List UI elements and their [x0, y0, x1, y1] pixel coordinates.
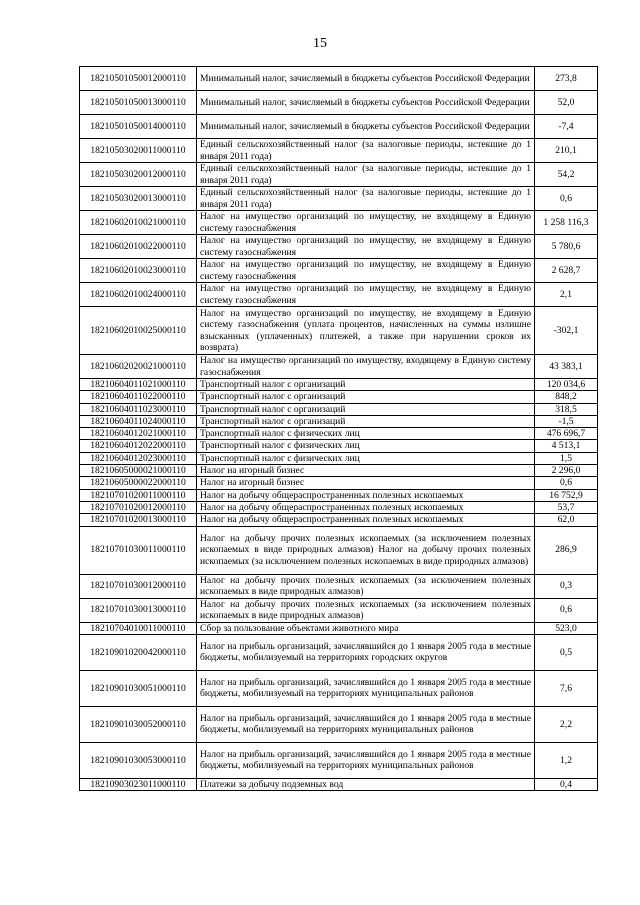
- table-row: [80, 489, 598, 501]
- description-cell: Налог на прибыль организаций, зачислявшийся до 1 января 2005 года в местные бюджеты, мобилизуемый на территориях муниципальных районов: [197, 706, 535, 742]
- table-row: [80, 67, 598, 91]
- description-cell: Минимальный налог, зачисляемый в бюджеты субъектов Российской Федерации: [197, 115, 535, 139]
- amount-cell: 0,3: [535, 574, 598, 598]
- description-cell: Минимальный налог, зачисляемый в бюджеты субъектов Российской Федерации: [197, 91, 535, 115]
- budget-code-cell: 18210503020011000110: [80, 139, 197, 163]
- budget-code-cell: 18210604012021000110: [80, 428, 197, 440]
- amount-cell: -1,5: [535, 415, 598, 427]
- budget-code-cell: 18210602010023000110: [80, 259, 197, 283]
- description-cell: Транспортный налог с физических лиц: [197, 428, 535, 440]
- description-cell: Сбор за пользование объектами животного мира: [197, 622, 535, 634]
- amount-cell: 210,1: [535, 139, 598, 163]
- budget-code-cell: 18210704010011000110: [80, 622, 197, 634]
- budget-code-cell: 18210701020013000110: [80, 514, 197, 526]
- table-row: [80, 115, 598, 139]
- amount-cell: 16 752,9: [535, 489, 598, 501]
- table-row: [80, 778, 598, 790]
- amount-cell: 318,5: [535, 403, 598, 415]
- amount-cell: -7,4: [535, 115, 598, 139]
- budget-code-cell: 18210602010024000110: [80, 283, 197, 307]
- budget-code-cell: 18210701030012000110: [80, 574, 197, 598]
- page-number: 15: [313, 36, 327, 51]
- amount-cell: 5 780,6: [535, 235, 598, 259]
- table-row: [80, 440, 598, 452]
- description-cell: Налог на прибыль организаций, зачислявшийся до 1 января 2005 года в местные бюджеты, мобилизуемый на территориях городских округов: [197, 634, 535, 670]
- budget-code-cell: 18210503020012000110: [80, 163, 197, 187]
- amount-cell: 0,6: [535, 187, 598, 211]
- description-cell: Транспортный налог с организаций: [197, 415, 535, 427]
- description-cell: Единый сельскохозяйственный налог (за налоговые периоды, истекшие до 1 января 2011 года): [197, 139, 535, 163]
- amount-cell: 7,6: [535, 670, 598, 706]
- amount-cell: 1 258 116,3: [535, 211, 598, 235]
- table-row: [80, 477, 598, 489]
- budget-code-cell: 18210602010025000110: [80, 307, 197, 355]
- budget-code-cell: 18210604011022000110: [80, 391, 197, 403]
- amount-cell: 2,2: [535, 706, 598, 742]
- table-row: [80, 211, 598, 235]
- table-row: [80, 163, 598, 187]
- table-row: [80, 526, 598, 574]
- budget-code-cell: 18210701030013000110: [80, 598, 197, 622]
- amount-cell: 0,5: [535, 634, 598, 670]
- budget-code-cell: 18210501050014000110: [80, 115, 197, 139]
- amount-cell: 52,0: [535, 91, 598, 115]
- description-cell: Налог на добычу общераспространенных полезных ископаемых: [197, 501, 535, 513]
- description-cell: Налог на имущество организаций по имуществу, не входящему в Единую систему газоснабжения: [197, 283, 535, 307]
- table-row: [80, 670, 598, 706]
- amount-cell: 1,5: [535, 452, 598, 464]
- amount-cell: 848,2: [535, 391, 598, 403]
- amount-cell: 0,4: [535, 778, 598, 790]
- description-cell: Налог на добычу общераспространенных полезных ископаемых: [197, 489, 535, 501]
- amount-cell: 523,0: [535, 622, 598, 634]
- description-cell: Транспортный налог с физических лиц: [197, 452, 535, 464]
- table-row: [80, 598, 598, 622]
- description-cell: Налог на игорный бизнес: [197, 465, 535, 477]
- amount-cell: -302,1: [535, 307, 598, 355]
- table-row: [80, 259, 598, 283]
- amount-cell: 0,6: [535, 598, 598, 622]
- description-cell: Транспортный налог с организаций: [197, 379, 535, 391]
- table-row: [80, 706, 598, 742]
- budget-code-cell: 18210604012022000110: [80, 440, 197, 452]
- amount-cell: 2 296,0: [535, 465, 598, 477]
- description-cell: Налог на прибыль организаций, зачислявшийся до 1 января 2005 года в местные бюджеты, мобилизуемый на территориях муниципальных районов: [197, 670, 535, 706]
- budget-code-cell: 18210602010021000110: [80, 211, 197, 235]
- budget-code-cell: 18210602010022000110: [80, 235, 197, 259]
- table-row: [80, 283, 598, 307]
- table-row: [80, 415, 598, 427]
- budget-code-cell: 18210701020012000110: [80, 501, 197, 513]
- budget-code-cell: 18210605000021000110: [80, 465, 197, 477]
- description-cell: Транспортный налог с организаций: [197, 403, 535, 415]
- description-cell: Налог на добычу прочих полезных ископаемых (за исключением полезных ископаемых в виде природных алмазов) Налог на добычу прочих полезных ископаемых (за исключением полезных ископаемых в виде природных алмазов): [197, 526, 535, 574]
- table-row: [80, 514, 598, 526]
- table-row: [80, 622, 598, 634]
- table-row: [80, 391, 598, 403]
- table-body: [80, 67, 598, 791]
- amount-cell: 1,2: [535, 742, 598, 778]
- description-cell: Налог на имущество организаций по имуществу, входящему в Единую систему газоснабжения: [197, 355, 535, 379]
- budget-code-cell: 18210901030053000110: [80, 742, 197, 778]
- table-row: [80, 307, 598, 355]
- table-row: [80, 634, 598, 670]
- table-row: [80, 91, 598, 115]
- table-row: [80, 235, 598, 259]
- description-cell: Налог на имущество организаций по имуществу, не входящему в Единую систему газоснабжения: [197, 259, 535, 283]
- budget-code-cell: 18210901030052000110: [80, 706, 197, 742]
- table-row: [80, 403, 598, 415]
- description-cell: Налог на имущество организаций по имуществу, не входящему в Единую систему газоснабжения (уплата процентов, начисленных на суммы излишне взысканных (уплаченных) платежей, а также при нарушении сроков их возврата): [197, 307, 535, 355]
- budget-code-cell: 18210901020042000110: [80, 634, 197, 670]
- budget-code-cell: 18210903023011000110: [80, 778, 197, 790]
- table-row: [80, 139, 598, 163]
- description-cell: Налог на игорный бизнес: [197, 477, 535, 489]
- table-row: [80, 428, 598, 440]
- description-cell: Налог на добычу общераспространенных полезных ископаемых: [197, 514, 535, 526]
- budget-code-cell: 18210701030011000110: [80, 526, 197, 574]
- table-row: [80, 574, 598, 598]
- amount-cell: 2,1: [535, 283, 598, 307]
- amount-cell: 273,8: [535, 67, 598, 91]
- description-cell: Минимальный налог, зачисляемый в бюджеты субъектов Российской Федерации: [197, 67, 535, 91]
- budget-code-cell: 18210604011021000110: [80, 379, 197, 391]
- amount-cell: 43 383,1: [535, 355, 598, 379]
- budget-code-cell: 18210501050012000110: [80, 67, 197, 91]
- budget-code-cell: 18210605000022000110: [80, 477, 197, 489]
- budget-code-cell: 18210604012023000110: [80, 452, 197, 464]
- amount-cell: 62,0: [535, 514, 598, 526]
- amount-cell: 120 034,6: [535, 379, 598, 391]
- description-cell: Транспортный налог с физических лиц: [197, 440, 535, 452]
- table-row: [80, 355, 598, 379]
- amount-cell: 476 696,7: [535, 428, 598, 440]
- budget-code-cell: 18210604011023000110: [80, 403, 197, 415]
- budget-code-cell: 18210701020011000110: [80, 489, 197, 501]
- description-cell: Налог на прибыль организаций, зачислявшийся до 1 января 2005 года в местные бюджеты, мобилизуемый на территориях муниципальных районов: [197, 742, 535, 778]
- table-row: [80, 742, 598, 778]
- description-cell: Налог на добычу прочих полезных ископаемых (за исключением полезных ископаемых в виде природных алмазов): [197, 598, 535, 622]
- description-cell: Налог на добычу прочих полезных ископаемых (за исключением полезных ископаемых в виде природных алмазов): [197, 574, 535, 598]
- description-cell: Налог на имущество организаций по имуществу, не входящему в Единую систему газоснабжения: [197, 235, 535, 259]
- budget-code-cell: 18210602020021000110: [80, 355, 197, 379]
- table-row: [80, 187, 598, 211]
- description-cell: Платежи за добычу подземных вод: [197, 778, 535, 790]
- amount-cell: 53,7: [535, 501, 598, 513]
- description-cell: Транспортный налог с организаций: [197, 391, 535, 403]
- amount-cell: 0,6: [535, 477, 598, 489]
- budget-code-cell: 18210501050013000110: [80, 91, 197, 115]
- amount-cell: 2 628,7: [535, 259, 598, 283]
- description-cell: Налог на имущество организаций по имуществу, не входящему в Единую систему газоснабжения: [197, 211, 535, 235]
- description-cell: Единый сельскохозяйственный налог (за налоговые периоды, истекшие до 1 января 2011 года): [197, 163, 535, 187]
- amount-cell: 54,2: [535, 163, 598, 187]
- budget-code-cell: 18210503020013000110: [80, 187, 197, 211]
- description-cell: Единый сельскохозяйственный налог (за налоговые периоды, истекшие до 1 января 2011 года): [197, 187, 535, 211]
- amount-cell: 4 513,1: [535, 440, 598, 452]
- budget-code-cell: 18210604011024000110: [80, 415, 197, 427]
- budget-revenue-table: [79, 66, 598, 791]
- table-row: [80, 501, 598, 513]
- budget-code-cell: 18210901030051000110: [80, 670, 197, 706]
- table-row: [80, 452, 598, 464]
- table-row: [80, 379, 598, 391]
- table-row: [80, 465, 598, 477]
- amount-cell: 286,9: [535, 526, 598, 574]
